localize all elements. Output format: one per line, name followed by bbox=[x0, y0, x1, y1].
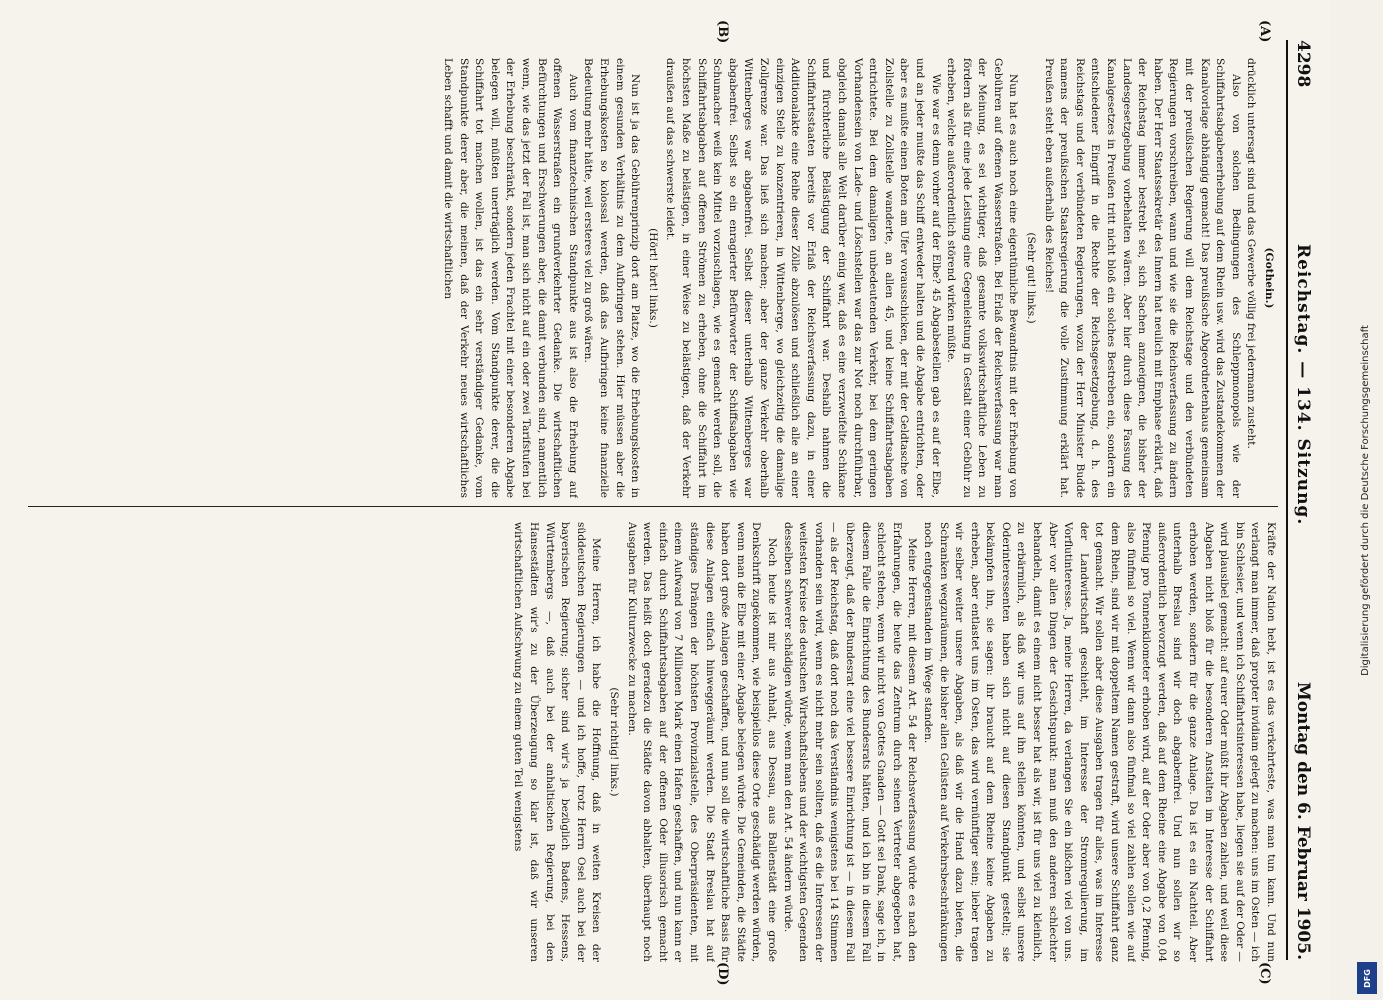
margin-marker-b: (B) bbox=[715, 20, 730, 44]
column-divider bbox=[28, 506, 1278, 507]
dfg-logo bbox=[1357, 962, 1377, 994]
paragraph: Nun ist ja das Gebührenprinzip dort am Platze, wo die Erhebungskosten in einem gesunden Verhältnis zu dem Aufbringen stehen. Hier müssen aber die Erhebungskosten so kolossal werden, daß das Aufbringen keine finanzielle Bedeutung mehr hätte, weil ersteres viel zu groß wären. bbox=[582, 58, 642, 498]
paragraph: Wie war es denn vorher auf der Elbe? 45 Abgabestellen gab es auf der Elbe, und an jeder mußte das Schiff entweder halten und die Abgabe entrichten, oder aber es mußte einen Boten am Ufer vorausschicken, der mit der Geldtasche von Zollstelle zu Zollstelle wanderte, an allen 45, und keine Schiffahrtsabgaben entrichtete. Bei dem damaligen unbedeutenden Verkehr, bei dem geringen Vorhandensein von Lade- und Löschstellen war das zur Not noch durchführbar, obgleich damals alle Welt darüber einig war, daß es eine verzweifelte Schikane und fürchterliche Belästigung der Schiffahrt war. Deshalb nahmen die Schiffahrtsstaaten bereits vor Erlaß der Reichsverfassung dazu, in einer Additionalakte eine Reihe dieser Zölle abzulösen und schließlich alle an einer einzigen Stelle zu konzentrieren, in Wittenberge, wo gleichzeitig die damalige Zollgrenze war. Das ließ sich machen; aber der ganze Verkehr oberhalb Wittenberges war abgabenfrei. Selbst dieser unterhalb Wittenberges war abgabenfrei. Selbst so ein enragierter Befürworter der Schiffsabgaben wie Schumacher weiß kein Mittel vorzuschlagen, wie es gemacht werden soll, die Schiffahrtsabgaben auf offenen Strömen zu erheben, ohne die Schiffahrt im höchsten Maße zu belästigen, in einer Weise zu belästigen, daß der Verkehr draußen auf das schwerste leidet. bbox=[664, 58, 942, 498]
paragraph: Meine Herren, ich habe die Hoffnung, daß in weiten Kreisen der süddeutschen Regierungen — und ich hoffe, trotz Herrn Osel auch bei der bayerischen Regierung; sicher sind wir's ja bezüglich Badens, Hessens, Württembergs —, daß auch bei der anhaltischen Regierung, bei den Hansestädten wir's zu der Überzeugung so klar ist, daß wir unseren wirtschaftlichen Aufschwung zu einem guten Teil wenigstens bbox=[512, 522, 603, 962]
digitization-note bbox=[1351, 0, 1379, 1000]
page-title: Reichstag. — 134. Sitzung. bbox=[1293, 243, 1313, 526]
margin-marker-d: (D) bbox=[715, 962, 730, 986]
margin-marker-a: (A) bbox=[1257, 20, 1272, 43]
digitization-note-text: Digitalisierung gefördert durch die Deutsche Forschungsgemeinschaft bbox=[1359, 324, 1371, 676]
page-date: Montag den 6. Februar 1905. bbox=[1293, 681, 1313, 960]
paragraph: Also von solchen Bedingungen des Schleppmonopols wie der Schiffahrtsabgabenerhebung auf dem Rhein usw. wird das Zustandekommen der Kanalvorlage abhängig gemacht! Das preußische Abgeordnetenhaus gemeinsam mit der preußischen Regierung will dem Reichstage und den verbündeten Regierungen vorschreiben, wann und wie sie die Reichsverfassung zu ändern haben. Der Herr Staatssekretär des Innern hat neulich mit Emphase erklärt, daß der Reichstag immer bestrebt sei, sich Sachen anzueignen, die bisher der Landesgesetzgebung vorbehalten wären. Aber hier durch diese Fassung des Kanalgesetzes in Preußen tritt nicht bloß ein solches Bestreben ein, sondern ein entschiedener Eingriff in die Rechte der Reichsgesetzgebung, d. h. des Reichstags und der verbündeten Regierungen, wozu der Herr Minister Budde namens der preußischen Staatsregierung die volle Zustimmung erklärt hat. Preußen steht eben außerhalb des Reiches! bbox=[1042, 58, 1242, 498]
page-header bbox=[1286, 40, 1318, 960]
speaker-name: (Gothein.) bbox=[1263, 247, 1275, 309]
dfg-logo-text: DFG bbox=[1362, 968, 1372, 988]
paragraph: Noch heute ist mir aus Anhalt, aus Dessau, aus Ballenstädt eine große Denkschrift zugekommen, wie beispiellos diese Orte geschädigt werden würden, wenn man die Elbe mit einer Abgabe belegen würde. Die Gemeinden, die Städte haben dort große Anlagen geschaffen, und nun soll die wirtschaftliche Basis für diese Anlagen einfach hinweggeräumt werden. Die Stadt Breslau hat auf ständiges Drängen der höchsten Provinzialstelle, des Oberpräsidenten, mit einem Aufwand von 7 Millionen Mark einen Hafen geschaffen, und nun kann er einfach durch Schiffahrtsabgaben auf der offenen Oder illusorisch gemacht werden. Das heißt doch geradezu die Städte davon abhalten, überhaupt noch Ausgaben für Kulturzwecke zu machen. bbox=[625, 522, 778, 962]
paragraph: Nun hat es auch noch eine eigentümliche Bewandtnis mit der Erhebung von Gebühren auf offenen Wasserstraßen. Bei Erlaß der Reichsverfassung war man der Meinung, es sei wichtiger, daß gesamte volkswirtschaftliche Leben zu fördern als für eine jede Leistung eine Gegenleistung in Gestalt einer Gebühr zu erheben, welche außerordentlich störend wirken müßte. bbox=[945, 58, 1020, 498]
page-number: 4298 bbox=[1293, 40, 1313, 88]
interjection: (Sehr richtig! links.) bbox=[608, 687, 621, 797]
interjection: (Hört! hört! links.) bbox=[646, 228, 659, 328]
margin-marker-c: (C) bbox=[1257, 962, 1272, 985]
paragraph: Meine Herren, mit diesem Art. 54 der Reichsverfassung würde es nach den Erfahrungen, die heute das Zentrum durch seinen Vertreter abgegeben hat, schlecht stehen, wenn wir nicht von Gottes Gnaden — Gott sei Dank, sage ich, in diesem Falle die Einrichtung des Bundesrats hätten, und ich bin in diesem Fall überzeugt, daß der Bundesrat eine viel bessere Einrichtung ist — in diesem Fall — als der Reichstag, daß dort noch das Verständnis wenigstens bei 14 Stimmen vorhanden sein wird, wenn es nicht mehr sein sollten, daß es die Interessen der weitesten Kreise des deutschen Wirtschaftslebens und der wichtigsten Gegenden desselben schwerer schädigen würde, wenn man den Art. 54 ändern würde. bbox=[781, 522, 919, 962]
paragraph: Kräfte der Nation hebt, ist es das verkehrteste, was man tun kann. Und nun verlangt man immer, daß propter invidiam gelegt zu machen: uns im Osten — ich bin Schlesier, und wenn ich Schiffahrtsinteressen habe, liegen sie auf der Oder — wird plausibel gemacht: auf eurer Oder müßt ihr Abgaben zahlen, und weil diese Abgaben nicht bloß für die besonderen Anstalten im Interesse der Schiffahrt erhoben werden, sondern für die ganze Anlage. Da ist es ein Nachteil. Aber unterhalb Breslau sind wir doch abgabenfrei. Und nun sollen wir so außerordentlich bevorzugt werden, daß auf dem Rheine eine Abgabe von 0,04 Pfennig pro Tonnenkilometer erhoben wird, auf der Oder aber von 0,2 Pfennig, also fünfmal so viel. Wenn wir dann also fünfmal so viel zahlen sollen wie auf dem Rhein, sind wir mit doppeltem Namen gestraft, wird unsere Schiffahrt ganz tot gemacht. Wir sollen aber diese Ausgaben tragen für alles, was im Interesse der Landwirtschaft geschieht, im Interesse der Stromregulierung, im Vorflutinteresse. Ja, meine Herren, da verlangen Sie ein bißchen viel von uns. Aber vor allen Dingen der Gesichtspunkt: man muß den anderen schlechter behandeln, damit es einem nicht besser hat als wir, ist für uns viel zu kleinlich, zu erbärmlich, als daß wir uns auf ihn stellen könnten, und selbst unsere Oderinteressenten haben sich nicht auf diesen Standpunkt gestellt; sie bekämpfen ihn, sie sagen: ihr braucht auf dem Rheine keine Abgaben zu erheben, aber entlastet uns im Osten, das wird vernünftiger sein; lieber tragen wir selber weiter unsere Abgaben, als daß wir die Hand dazu bieten, die Schranken wegzuräumen, die bisher allen Gelüsten auf Verkehrsbeschränkungen noch entgegenstanden im Wege standen. bbox=[921, 522, 1277, 962]
interjection: (Sehr gut! links.) bbox=[1025, 232, 1038, 324]
left-column bbox=[28, 58, 1278, 498]
paragraph: drücklich untersagt sind und das Gewerbe völlig frei jedermann zusteht. bbox=[1245, 58, 1258, 449]
paragraph: Auch vom finanztechnischen Standpunkte aus ist also die Erhebung auf offenen Wasserstraßen ein grundverkehrter Gedanke. Die wirtschaftlichen Befürchtungen und Erschwerungen aber, die damit verbunden sind, namentlich wenn, wie das jetzt der Fall ist, man sich nicht auf ein oder zwei Tarifstufen bei der Erhebung beschränkt, sondern jeden Frachtel mit einer besonderen Abgabe belegen will, müßten unerträglich werden. Vom Standpunkte derer, die die Schiffahrt tot machen wollen, ist das ein sehr verständiger Gedanke, vom Standpunkte derer aber, die meinen, daß der Verkehr neues wirtschaftliches Leben schafft und damit die wirtschaftlichen bbox=[442, 58, 579, 498]
right-column bbox=[28, 522, 1278, 962]
